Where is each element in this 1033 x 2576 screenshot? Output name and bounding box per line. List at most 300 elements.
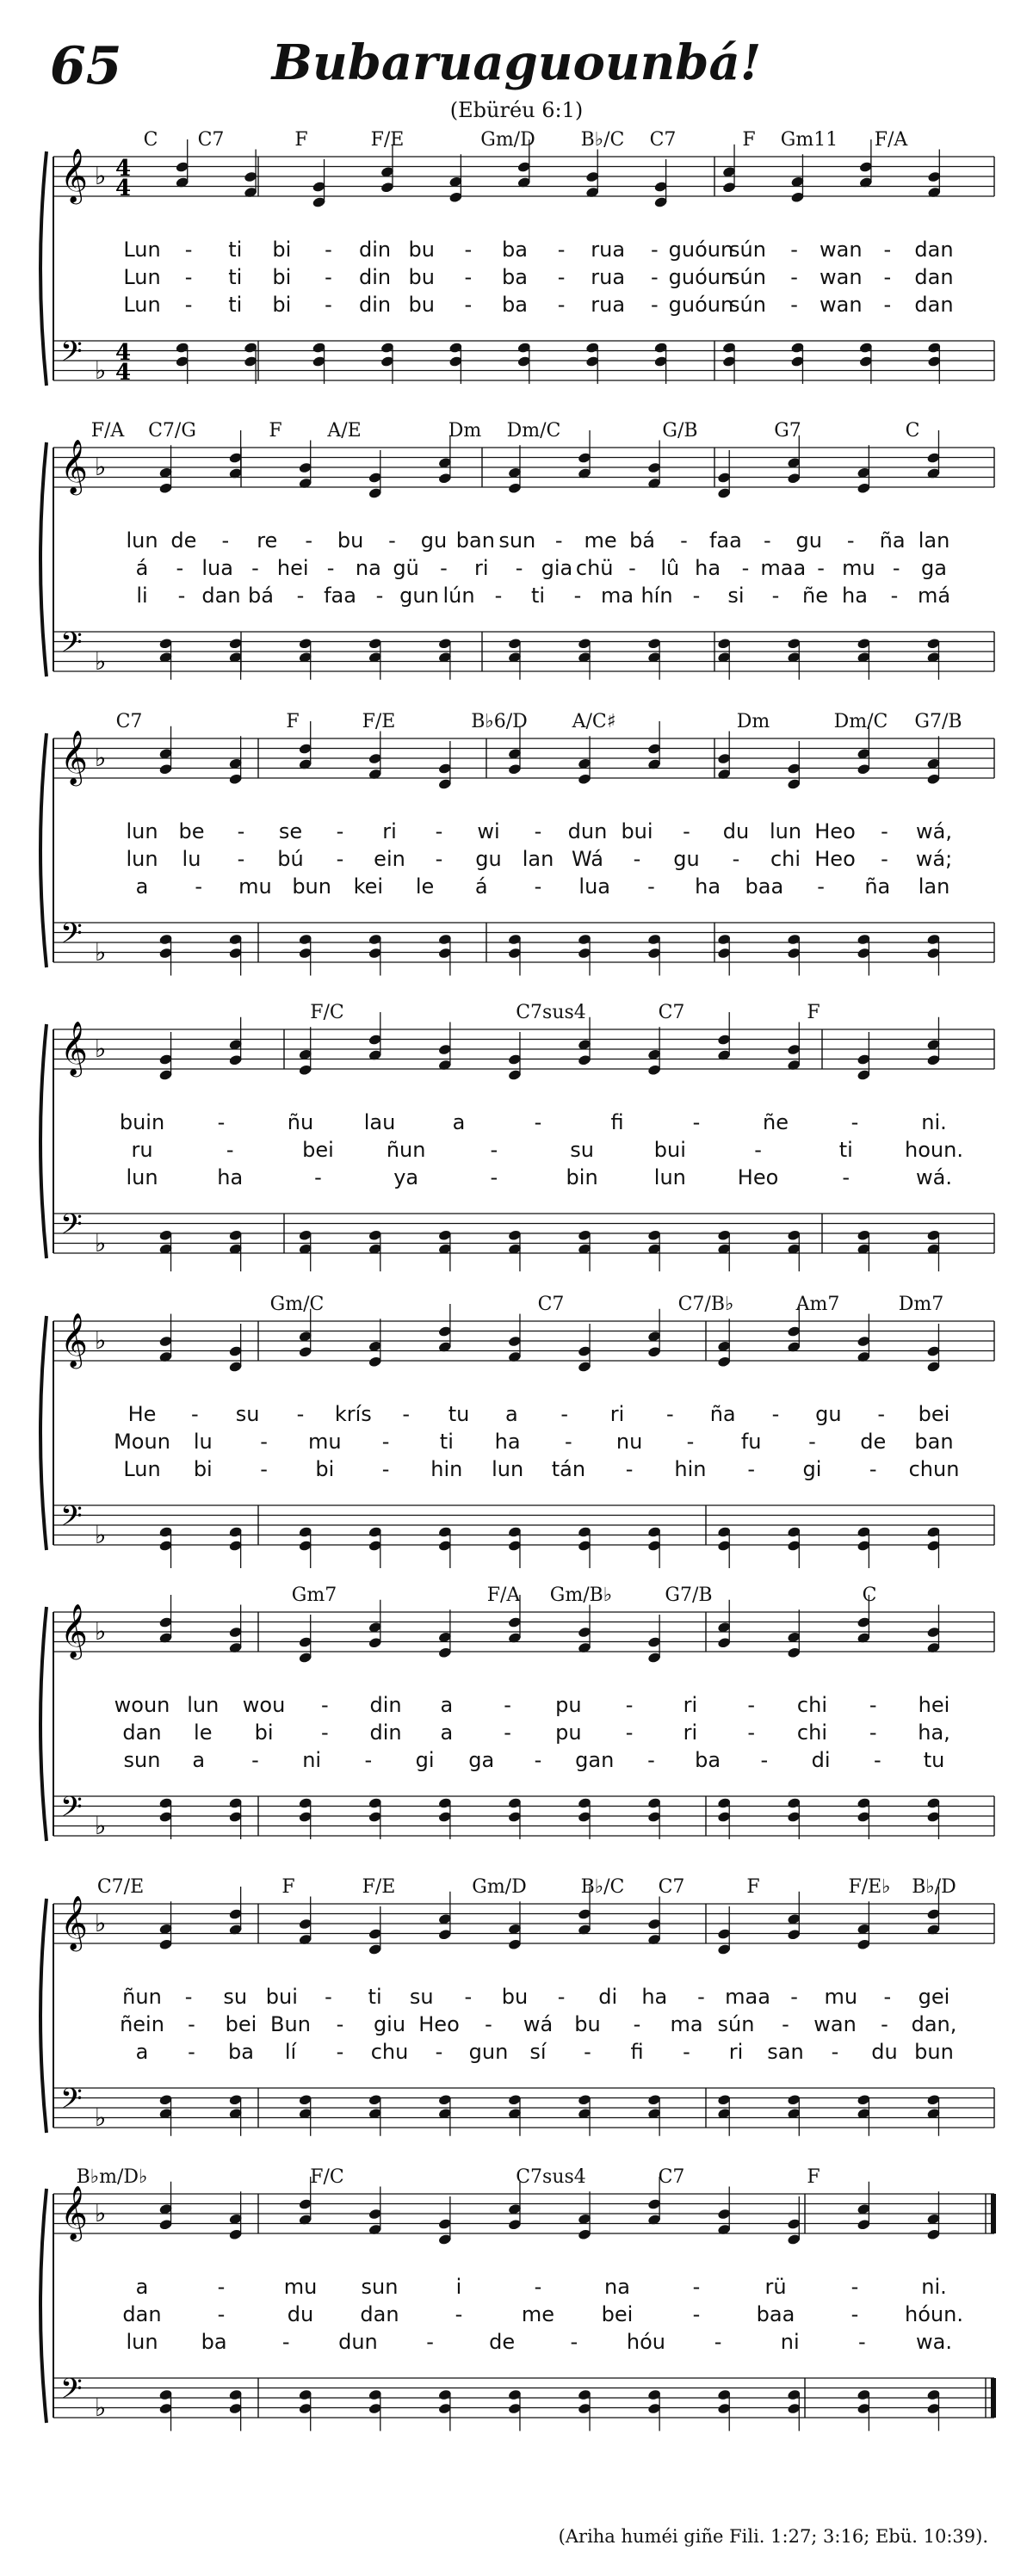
lyric-verse-1 (0, 819, 1033, 845)
lyric-syllable: lun (126, 847, 158, 871)
lyric-syllable: bui (621, 819, 653, 843)
lyric-hyphen: - (873, 1748, 881, 1772)
lyric-hyphen: - (584, 2040, 591, 2064)
chord-symbol: C7/B♭ (677, 1294, 734, 1315)
chord-symbol: F (742, 129, 756, 151)
bass-clef-icon: 𝄢 (60, 917, 83, 957)
lyric-syllable: sun (361, 2275, 399, 2299)
lyric-syllable: lun (653, 1165, 686, 1189)
lyric-syllable: ti (439, 1430, 454, 1454)
lyric-syllable: ti (228, 265, 243, 289)
lyric-syllable: me (584, 528, 617, 553)
lyric-verse-2 (0, 556, 1033, 582)
lyric-hyphen: - (490, 1138, 498, 1162)
chord-symbol: B♭/C (580, 1876, 625, 1898)
lyric-syllable: lua (201, 556, 233, 580)
lyric-hyphen: - (647, 1748, 655, 1772)
lyrics-block (0, 711, 1033, 999)
chord-symbol: C (143, 129, 158, 151)
lyric-syllable: faa (324, 584, 356, 608)
lyric-syllable: ba (501, 265, 528, 289)
lyric-syllable: wá. (916, 1165, 952, 1189)
lyric-hyphen: - (883, 265, 892, 289)
lyric-syllable: Lun (123, 293, 161, 317)
lyric-syllable: pu (555, 1720, 582, 1745)
lyric-syllable: Heo (737, 1165, 779, 1189)
lyric-hyphen: - (817, 556, 825, 580)
chord-symbol: A/E (327, 420, 362, 442)
lyric-hyphen: - (831, 2040, 839, 2064)
lyrics-block (0, 420, 1033, 708)
lyric-hyphen: - (336, 2012, 344, 2036)
lyric-syllable: ein (374, 847, 405, 871)
lyric-syllable: ha, (918, 1720, 950, 1745)
treble-clef-icon: 𝄞 (60, 2185, 88, 2239)
chord-symbol: A/C♯ (572, 711, 616, 732)
lyric-hyphen: - (534, 2275, 542, 2299)
lyric-hyphen: - (570, 2330, 578, 2354)
lyric-syllable: bá (248, 584, 274, 608)
lyric-hyphen: - (426, 2330, 434, 2354)
bass-clef-icon: 𝄢 (60, 2373, 83, 2412)
lyric-hyphen: - (326, 556, 335, 580)
lyric-syllable: lu (182, 847, 201, 871)
lyric-syllable: chi (796, 1693, 827, 1717)
chord-symbol: Dm7 (898, 1294, 944, 1315)
lyric-hyphen: - (320, 1693, 329, 1717)
lyric-hyphen: - (633, 2012, 641, 2036)
lyric-syllable: gei (918, 1985, 950, 2009)
bass-clef-icon: 𝄢 (60, 627, 83, 666)
chord-symbol: C7sus4 (516, 1002, 586, 1023)
lyric-syllable: ha (695, 556, 721, 580)
chord-symbol: Dm/C (506, 420, 561, 442)
lyric-syllable: guóun (668, 293, 734, 317)
lyric-syllable: bei (302, 1138, 334, 1162)
chord-symbol: F (807, 2166, 820, 2188)
lyric-syllable: gu (795, 528, 822, 553)
lyric-verse-3 (0, 1748, 1033, 1774)
lyric-hyphen: - (325, 238, 332, 262)
lyric-syllable: guóun (668, 238, 734, 262)
lyric-syllable: su (409, 1985, 434, 2009)
chord-symbol: F/E♭ (848, 1876, 891, 1898)
key-signature-flat-icon: ♭ (95, 1035, 107, 1063)
lyric-hyphen: - (680, 528, 688, 553)
lyric-verse-1 (0, 1110, 1033, 1136)
chord-symbol: C7/E (96, 1876, 145, 1898)
lyric-syllable: de (170, 528, 197, 553)
lyric-hyphen: - (325, 293, 332, 317)
lyric-syllable: gu (420, 528, 448, 553)
lyric-syllable: Wá (572, 847, 603, 871)
lyric-syllable: bi (193, 1457, 213, 1481)
lyric-verse-3 (0, 2040, 1033, 2066)
lyric-hyphen: - (754, 1138, 762, 1162)
lyric-hyphen: - (650, 238, 659, 262)
lyric-syllable: bi (272, 293, 292, 317)
lyric-syllable: dun (567, 819, 608, 843)
lyric-syllable: ha (842, 584, 868, 608)
lyric-hyphen: - (686, 1430, 695, 1454)
lyric-hyphen: - (760, 1748, 769, 1772)
lyric-syllable: bi (315, 1457, 335, 1481)
lyric-syllable: maa (760, 556, 807, 580)
lyric-syllable: sun (498, 528, 536, 553)
lyric-syllable: tán (551, 1457, 586, 1481)
chord-symbol: F (807, 1002, 820, 1023)
lyric-syllable: ma (670, 2012, 703, 2036)
lyric-syllable: din (359, 238, 392, 262)
lyric-hyphen: - (650, 265, 659, 289)
chord-symbol: C7 (115, 711, 143, 732)
lyric-syllable: dan (914, 238, 954, 262)
lyric-syllable: lan (522, 847, 554, 871)
lyric-syllable: sún (729, 293, 766, 317)
lyric-syllable: gu (475, 847, 502, 871)
lyric-hyphen: - (188, 2012, 195, 2036)
lyric-hyphen: - (464, 1985, 473, 2009)
chord-symbol: Gm11 (780, 129, 838, 151)
lyric-syllable: gü (393, 556, 419, 580)
scripture-reference: (Ebüréu 6:1) (449, 98, 584, 122)
chord-symbol: Dm (736, 711, 770, 732)
time-signature-top: 4 (115, 340, 132, 366)
lyric-syllable: bu (574, 2012, 601, 2036)
lyric-syllable: guóun (668, 265, 734, 289)
lyric-hyphen: - (633, 847, 641, 871)
lyrics-block (0, 1294, 1033, 1582)
lyric-syllable: ña (709, 1402, 736, 1426)
lyric-syllable: lan (918, 874, 950, 899)
lyric-syllable: lun (126, 528, 158, 553)
lyric-hyphen: - (464, 293, 473, 317)
treble-clef-icon: 𝄞 (60, 148, 88, 202)
lyric-hyphen: - (692, 2302, 701, 2326)
lyric-syllable: ha (494, 1430, 521, 1454)
key-signature-flat-icon: ♭ (95, 1326, 107, 1355)
key-signature-flat-icon: ♭ (95, 938, 107, 967)
lyric-hyphen: - (184, 238, 193, 262)
lyric-syllable: Lun (123, 238, 161, 262)
lyric-hyphen: - (364, 1748, 373, 1772)
lyric-hyphen: - (336, 819, 344, 843)
lyric-hyphen: - (464, 265, 473, 289)
key-signature-flat-icon: ♭ (95, 1229, 107, 1257)
lyric-hyphen: - (226, 1138, 234, 1162)
lyric-syllable: hóun. (905, 2302, 963, 2326)
lyric-syllable: mu (308, 1430, 342, 1454)
chord-symbol: Gm/D (472, 1876, 527, 1898)
lyric-syllable: mu (238, 874, 272, 899)
chord-symbol: C7 (658, 1002, 685, 1023)
lyric-hyphen: - (692, 2275, 701, 2299)
lyric-hyphen: - (381, 1430, 390, 1454)
lyric-syllable: gan (575, 1748, 615, 1772)
chord-symbol: G7 (774, 420, 801, 442)
lyric-hyphen: - (851, 2275, 859, 2299)
lyric-verse-3 (0, 584, 1033, 609)
lyric-hyphen: - (692, 1110, 701, 1134)
lyric-syllable: ñun (386, 1138, 426, 1162)
lyric-hyphen: - (184, 293, 193, 317)
lyric-syllable: ni. (921, 2275, 947, 2299)
chord-symbol: F/E (370, 129, 405, 151)
lyric-hyphen: - (573, 584, 582, 608)
chord-symbol: Dm/C (833, 711, 888, 732)
lyric-hyphen: - (741, 556, 750, 580)
lyric-hyphen: - (435, 847, 443, 871)
lyric-hyphen: - (650, 293, 659, 317)
lyric-syllable: Heo (814, 819, 856, 843)
lyric-syllable: lún (442, 584, 475, 608)
lyric-syllable: maa (725, 1985, 770, 2009)
lyric-syllable: ba (228, 2040, 254, 2064)
chord-symbol: C7 (197, 129, 225, 151)
lyric-syllable: wa. (916, 2330, 952, 2354)
system-3 (0, 711, 1033, 999)
lyric-syllable: dan (914, 293, 954, 317)
chord-symbol: C7 (658, 1876, 685, 1898)
lyric-syllable: ñun (122, 1985, 162, 2009)
lyric-hyphen: - (237, 819, 245, 843)
lyric-syllable: chi (770, 847, 801, 871)
lyric-hyphen: - (647, 874, 655, 899)
chord-symbol: Gm/B♭ (549, 1585, 613, 1606)
chord-symbol: F/A (90, 420, 125, 442)
lyric-syllable: su (570, 1138, 594, 1162)
bass-clef-icon: 𝄢 (60, 1208, 83, 1248)
lyric-syllable: ri (683, 1720, 698, 1745)
key-signature-flat-icon: ♭ (95, 2394, 107, 2422)
lyric-hyphen: - (881, 2012, 888, 2036)
lyric-hyphen: - (455, 2302, 463, 2326)
lyric-syllable: wan (813, 2012, 857, 2036)
lyric-syllable: ri (609, 1402, 625, 1426)
lyric-syllable: bu (408, 265, 435, 289)
lyric-syllable: bi (254, 1720, 274, 1745)
lyric-hyphen: - (534, 819, 542, 843)
lyric-hyphen: - (877, 1402, 885, 1426)
lyric-syllable: gu (673, 847, 700, 871)
chord-symbol: B♭/D (912, 1876, 956, 1898)
lyric-syllable: bá (629, 528, 656, 553)
lyric-syllable: de (489, 2330, 516, 2354)
lyric-hyphen: - (314, 1165, 322, 1189)
lyric-hyphen: - (557, 238, 566, 262)
lyric-syllable: sún (729, 265, 766, 289)
lyric-syllable: dan (360, 2302, 399, 2326)
lyric-hyphen: - (504, 1693, 511, 1717)
lyric-syllable: su (223, 1985, 248, 2009)
lyric-verse-3 (0, 1457, 1033, 1483)
lyric-hyphen: - (771, 584, 780, 608)
chord-symbol: F (294, 129, 308, 151)
lyric-verse-1 (0, 2275, 1033, 2301)
lyric-syllable: din (359, 293, 392, 317)
lyric-syllable: hín (640, 584, 673, 608)
lyric-hyphen: - (683, 2040, 690, 2064)
lyric-syllable: di (598, 1985, 618, 2009)
lyric-hyphen: - (846, 528, 855, 553)
lyric-hyphen: - (534, 1748, 542, 1772)
lyric-hyphen: - (883, 238, 892, 262)
lyric-syllable: wan (819, 293, 863, 317)
lyric-syllable: nu (615, 1430, 643, 1454)
lyric-hyphen: - (869, 1720, 877, 1745)
lyric-hyphen: - (494, 584, 503, 608)
lyric-hyphen: - (217, 1110, 226, 1134)
lyric-syllable: Moun (114, 1430, 170, 1454)
lyric-syllable: ñe (763, 1110, 789, 1134)
lyric-verse-2 (0, 1430, 1033, 1455)
lyric-syllable: houn. (905, 1138, 963, 1162)
hymn-title: Bubaruaguounbá! (271, 34, 762, 91)
chord-symbol: F/A (874, 129, 908, 151)
treble-clef-icon: 𝄞 (60, 1313, 88, 1367)
lyric-syllable: sún (717, 2012, 755, 2036)
lyric-syllable: fi (610, 1110, 624, 1134)
chord-symbol: C7 (649, 129, 677, 151)
system-5 (0, 1294, 1033, 1582)
lyric-syllable: buin (119, 1110, 165, 1134)
key-signature-flat-icon: ♭ (95, 453, 107, 481)
lyric-syllable: wá; (915, 847, 953, 871)
lyric-syllable: si (727, 584, 745, 608)
lyric-syllable: ban (455, 528, 495, 553)
lyric-hyphen: - (625, 1693, 634, 1717)
lyric-hyphen: - (881, 819, 888, 843)
lyric-syllable: ri (474, 556, 489, 580)
lyric-hyphen: - (221, 528, 230, 553)
lyric-syllable: du (722, 819, 750, 843)
lyric-syllable: ha (695, 874, 721, 899)
lyric-syllable: mu (824, 1985, 858, 2009)
lyric-syllable: chü (575, 556, 614, 580)
lyric-syllable: na (355, 556, 381, 580)
lyric-syllable: bei (601, 2302, 634, 2326)
chord-symbol: F (286, 711, 300, 732)
lyric-syllable: a (135, 874, 149, 899)
lyric-syllable: li (136, 584, 148, 608)
lyric-hyphen: - (890, 584, 899, 608)
lyric-syllable: ñu (287, 1110, 314, 1134)
lyric-syllable: hin (430, 1457, 463, 1481)
treble-clef-icon: 𝄞 (60, 439, 88, 493)
chord-symbol: F/C (310, 2166, 344, 2188)
bass-clef-icon: 𝄢 (60, 1500, 83, 1540)
lyric-syllable: fi (630, 2040, 644, 2064)
chord-symbol: G/B (662, 420, 698, 442)
lyric-syllable: a (135, 2040, 149, 2064)
lyric-syllable: me (521, 2302, 555, 2326)
lyric-syllable: á (474, 874, 488, 899)
lyric-verse-1 (0, 528, 1033, 554)
lyric-syllable: le (194, 1720, 213, 1745)
chord-symbol: Gm7 (291, 1585, 337, 1606)
lyric-syllable: bui (265, 1985, 298, 2009)
lyric-syllable: ña (879, 528, 906, 553)
time-signature-bottom: 4 (115, 176, 132, 201)
chord-symbol: Dm (448, 420, 482, 442)
lyric-syllable: di (811, 1748, 831, 1772)
lyric-syllable: ti (368, 1985, 382, 2009)
lyric-hyphen: - (883, 293, 892, 317)
lyric-hyphen: - (184, 265, 193, 289)
lyric-syllable: fu (740, 1430, 762, 1454)
bass-clef-icon: 𝄢 (60, 336, 83, 375)
lyric-syllable: mu (842, 556, 875, 580)
lyric-syllable: gun (468, 2040, 509, 2064)
lyric-hyphen: - (625, 1457, 634, 1481)
lyric-hyphen: - (281, 2330, 290, 2354)
lyric-syllable: woun (114, 1693, 170, 1717)
lyric-syllable: ni (780, 2330, 800, 2354)
lyric-hyphen: - (881, 847, 888, 871)
lyric-syllable: i (455, 2275, 462, 2299)
bass-clef-icon: 𝄢 (60, 2083, 83, 2122)
lyric-syllable: din (369, 1720, 402, 1745)
lyric-syllable: má (917, 584, 951, 608)
lyric-syllable: dan (914, 265, 954, 289)
lyric-syllable: wan (819, 238, 863, 262)
lyric-syllable: lan (918, 528, 950, 553)
lyric-hyphen: - (325, 1985, 332, 2009)
footnote: (Ariha huméi giñe Fili. 1:27; 3:16; Ebü. 10:39). (558, 2526, 988, 2547)
lyric-hyphen: - (305, 528, 313, 553)
lyric-syllable: chun (908, 1457, 960, 1481)
chord-symbol: F (281, 1876, 295, 1898)
lyrics-block (0, 2166, 1033, 2455)
lyric-syllable: din (359, 265, 392, 289)
treble-clef-icon: 𝄞 (60, 1603, 88, 1658)
lyric-syllable: dan (201, 584, 241, 608)
lyric-hyphen: - (869, 1457, 877, 1481)
lyric-syllable: baa (745, 874, 784, 899)
lyric-syllable: bu (408, 238, 435, 262)
key-signature-flat-icon: ♭ (95, 1617, 107, 1646)
lyric-syllable: a (504, 1402, 518, 1426)
lyric-syllable: bu (501, 1985, 529, 2009)
lyric-hyphen: - (260, 1457, 268, 1481)
lyric-syllable: ban (914, 1430, 954, 1454)
lyric-syllable: Lun (123, 1457, 161, 1481)
chord-symbol: C7sus4 (516, 2166, 586, 2188)
lyric-hyphen: - (790, 1985, 798, 2009)
lyric-syllable: rua (591, 265, 626, 289)
lyric-hyphen: - (388, 528, 396, 553)
lyric-hyphen: - (440, 556, 448, 580)
lyric-hyphen: - (554, 528, 563, 553)
lyric-hyphen: - (763, 528, 771, 553)
lyric-hyphen: - (851, 1110, 859, 1134)
lyric-hyphen: - (683, 819, 690, 843)
lyric-hyphen: - (490, 1165, 498, 1189)
lyric-syllable: bu (337, 528, 364, 553)
chord-symbol: C7 (537, 1294, 565, 1315)
lyric-syllable: ri (683, 1693, 698, 1717)
lyric-syllable: pu (555, 1693, 582, 1717)
lyric-hyphen: - (557, 1985, 566, 2009)
lyric-syllable: gi (802, 1457, 822, 1481)
lyric-hyphen: - (790, 238, 798, 262)
lyric-hyphen: - (336, 2040, 344, 2064)
lyric-syllable: bui (653, 1138, 686, 1162)
lyric-hyphen: - (747, 1457, 756, 1481)
lyric-hyphen: - (515, 556, 523, 580)
chord-symbol: Am7 (795, 1294, 840, 1315)
lyric-syllable: ma (600, 584, 634, 608)
